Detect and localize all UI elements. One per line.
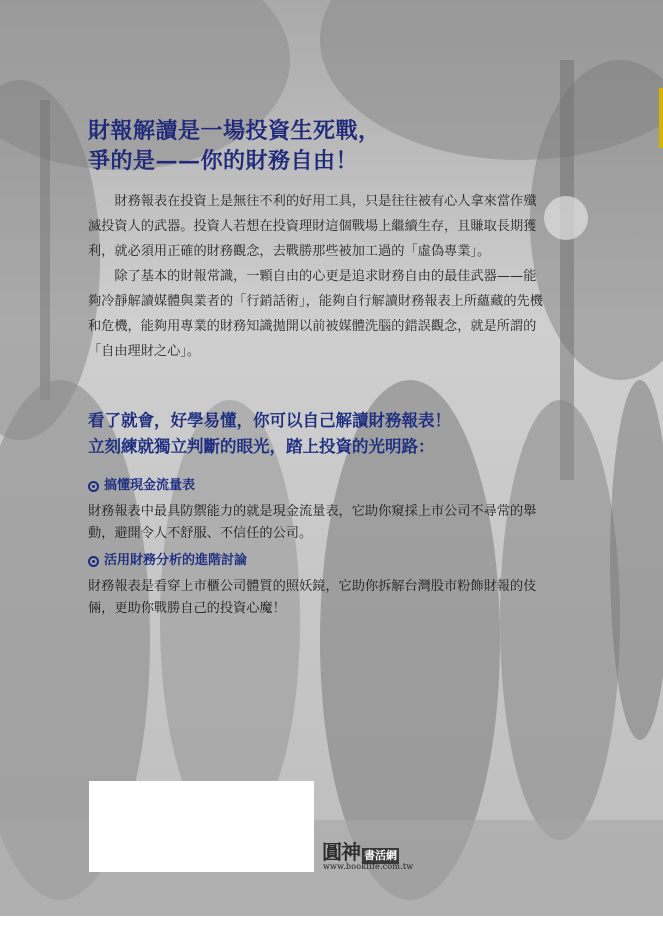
feature-cash-flow: [88, 476, 548, 545]
publisher-logo: [322, 836, 422, 872]
subheading-line-1: 看了就會，好學易懂，你可以自己解讀財務報表！: [88, 411, 451, 430]
circle-bullet-icon: [88, 481, 99, 492]
feature-title: [88, 551, 548, 571]
logo-brand: 圓神: [322, 840, 360, 864]
headline-line-1: 財報解讀是一場投資生死戰，: [88, 118, 381, 144]
headline: [88, 116, 558, 176]
circle-bullet-icon: [88, 556, 99, 567]
feature-advanced-analysis: [88, 551, 548, 620]
feature-body: 財務報表中最具防禦能力的就是現金流量表，它助你窺採上市公司不尋常的舉動，避開令人不舒服、不信任的公司。: [88, 504, 537, 541]
feature-title-text: 搞懂現金流量表: [104, 478, 196, 493]
subheading-line-2: 立刻練就獨立判斷的眼光，踏上投資的光明路：: [88, 437, 435, 456]
headline-line-2: 爭的是——你的財務自由！: [88, 148, 359, 174]
feature-title: [88, 476, 548, 496]
accent-bar: [659, 88, 663, 148]
intro-paragraph-1: 財務報表在投資上是無往不利的好用工具，只是往往被有心人拿來當作殲滅投資人的武器。投資人若想在投資理財這個戰場上繼續生存，且賺取長期獲利，就必須用正確的財務觀念，去戰勝那些被加工過的「虛偽專業」。: [88, 194, 537, 259]
barcode-placeholder: [89, 781, 314, 872]
bottom-margin: [0, 916, 663, 932]
logo-mark: [322, 836, 422, 864]
feature-title-text: 活用財務分析的進階討論: [104, 553, 248, 568]
logo-subtitle: 書活網: [364, 849, 397, 862]
feature-body: 財務報表是看穿上市櫃公司體質的照妖鏡，它助你拆解台灣股市粉飾財報的伎倆，更助你戰勝自己的投資心魔！: [88, 579, 537, 616]
subheading: [88, 408, 558, 460]
intro-paragraph-2: 除了基本的財報常識，一顆自由的心更是追求財務自由的最佳武器——能夠冷靜解讀媒體與業者的「行銷話術」，能夠自行解讀財務報表上所蘊藏的先機和危機，能夠用專業的財務知識拋開以前被媒體洗腦的錯誤觀念，就是所謂的「自由理財之心」。: [88, 269, 543, 359]
logo-url: www.booklife.com.tw: [323, 862, 414, 871]
intro-text: [88, 189, 548, 364]
